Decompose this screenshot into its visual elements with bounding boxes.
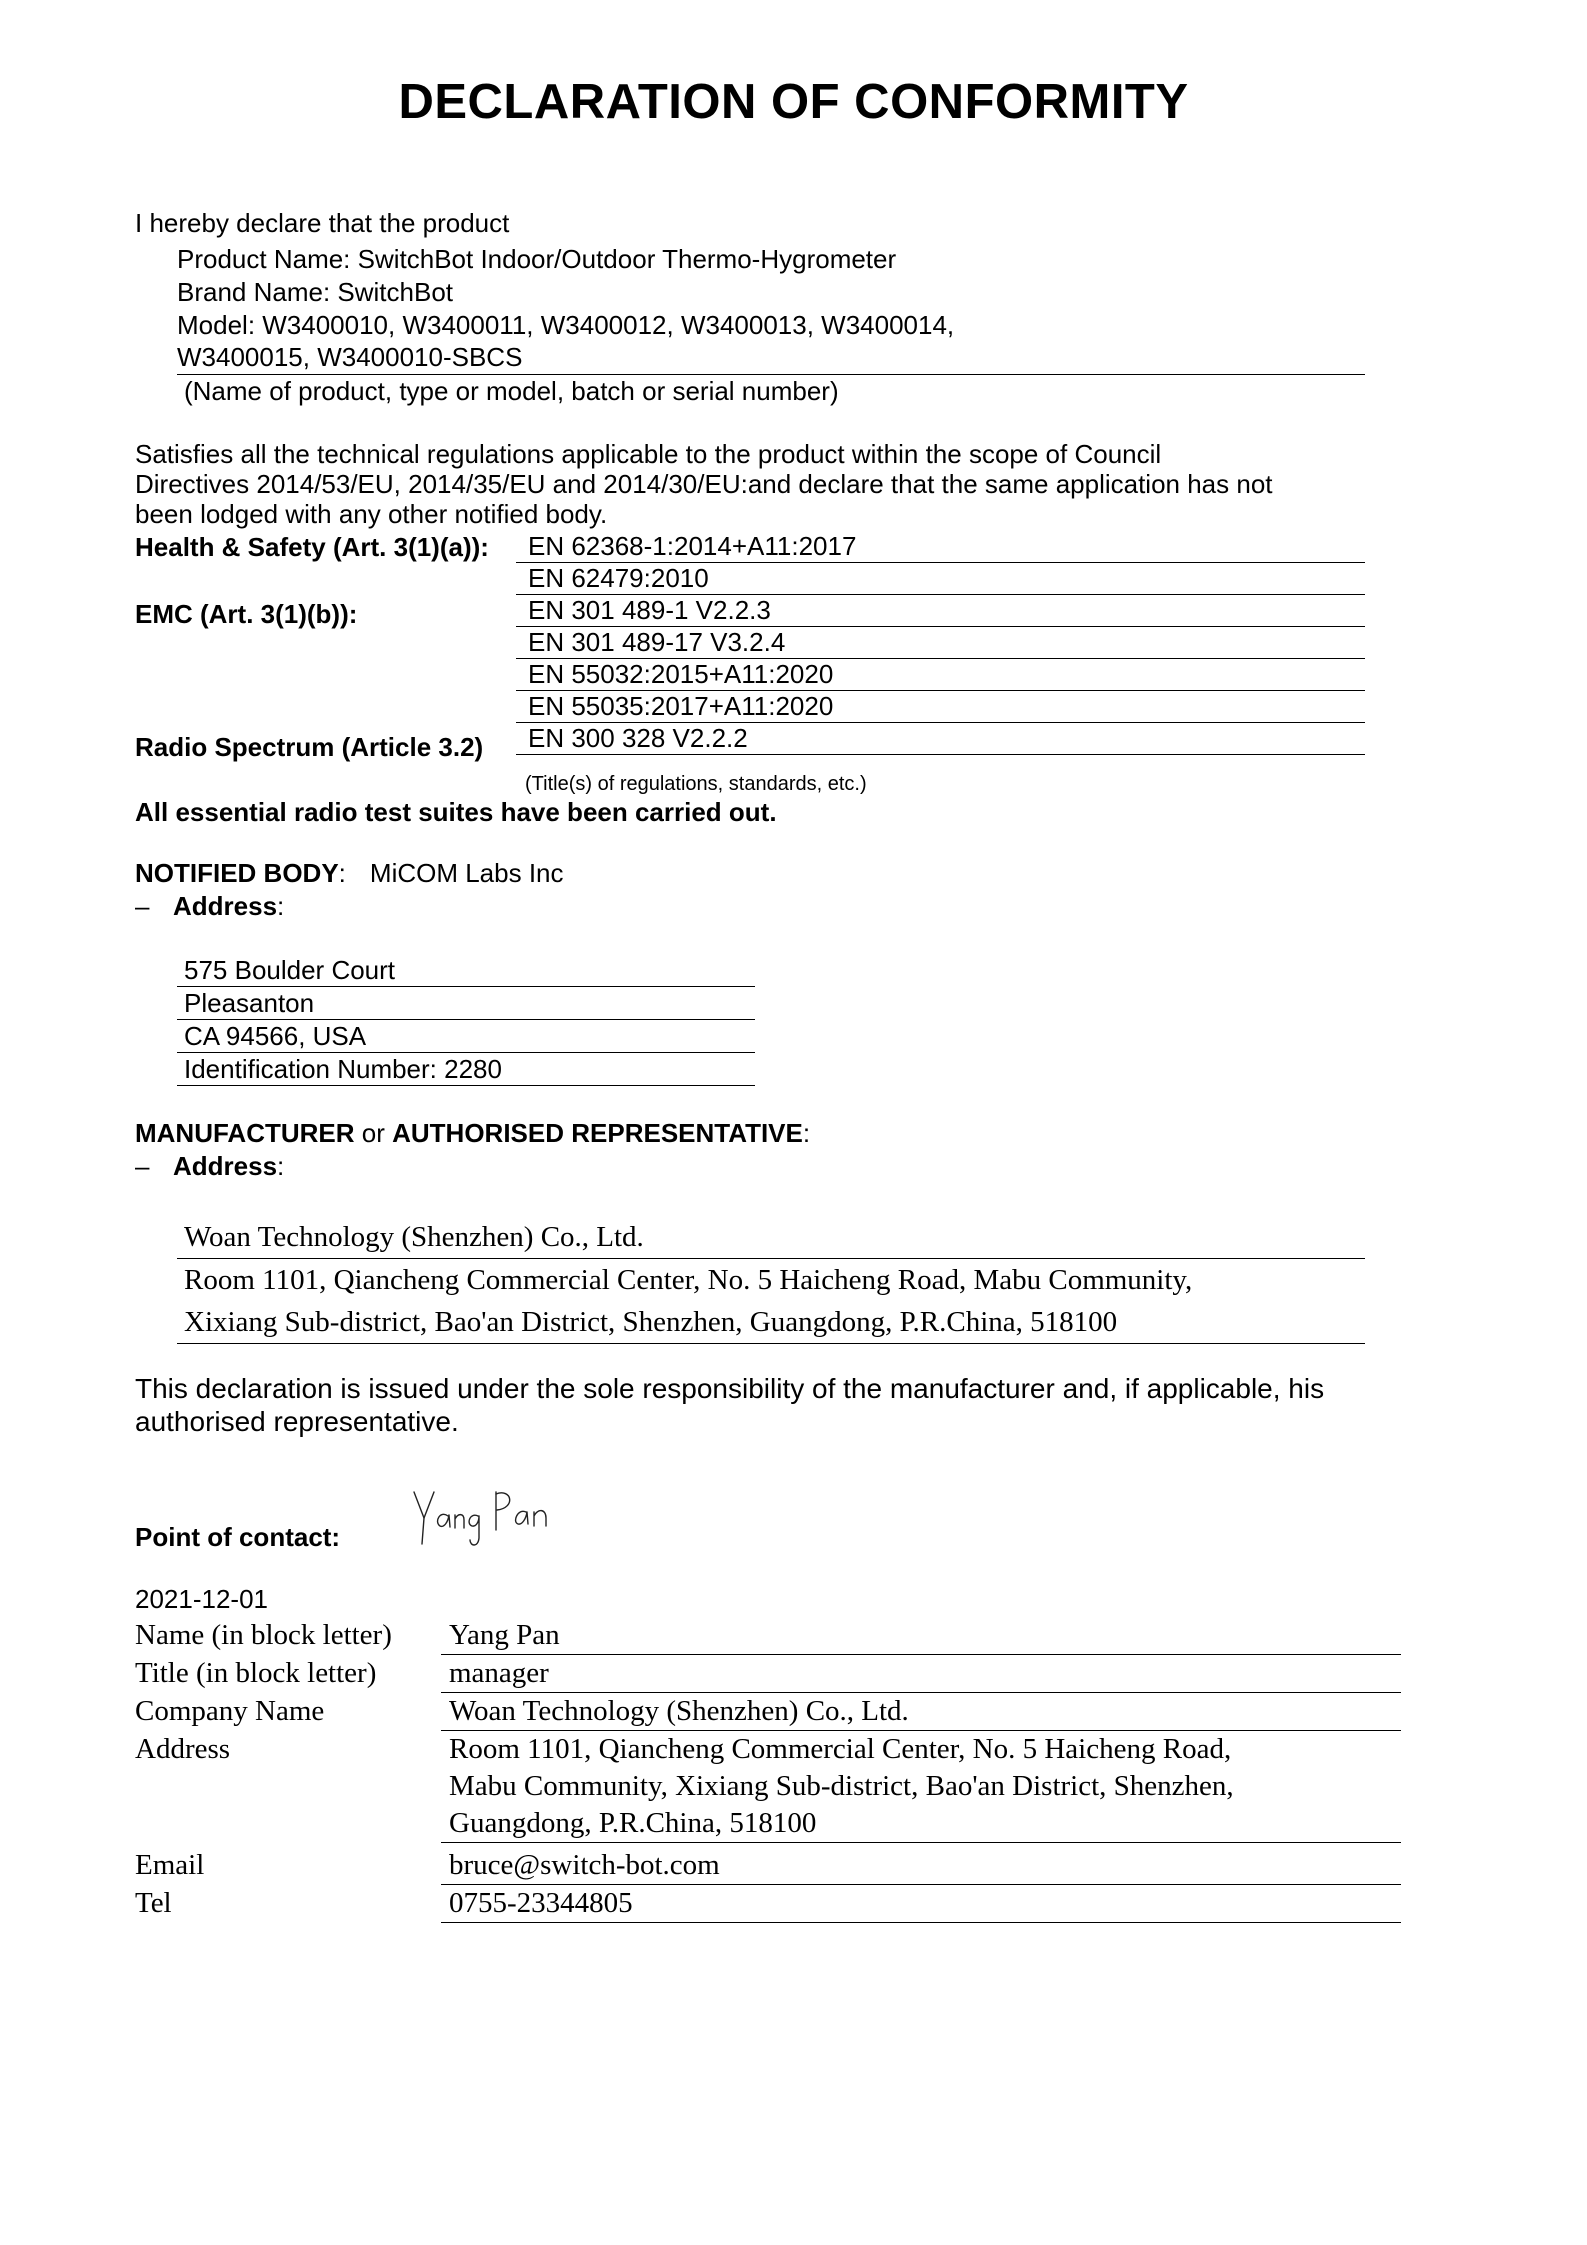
responsibility-line-1: This declaration is issued under the sole responsibility of the manufacturer and, if applicable, his <box>135 1373 1325 1404</box>
manufacturer-company: Woan Technology (Shenzhen) Co., Ltd. <box>177 1216 1365 1259</box>
address-line: Guangdong, P.R.China, 518100 <box>449 1807 817 1839</box>
title-label: Title (in block letter) <box>135 1657 377 1689</box>
model-line-1: Model: W3400010, W3400011, W3400012, W3400013, W3400014, <box>177 310 955 340</box>
standards-caption: (Title(s) of regulations, standards, etc.) <box>525 773 867 795</box>
intro-text: I hereby declare that the product <box>135 208 510 238</box>
brand-name: Brand Name: SwitchBot <box>177 277 454 307</box>
notified-body-name: MiCOM Labs Inc <box>369 858 564 888</box>
title-value: manager <box>441 1655 1401 1693</box>
notified-body-colon: : <box>338 858 346 888</box>
satisfies-line-3: been lodged with any other notified body. <box>135 499 608 529</box>
address-line: Room 1101, Qiancheng Commercial Center, No. 5 Haicheng Road, <box>449 1733 1232 1765</box>
manufacturer-address <box>177 1216 1365 1344</box>
address-label: Address <box>173 891 278 921</box>
radio-tests-statement: All essential radio test suites have been carried out. <box>135 797 777 827</box>
address-line: Mabu Community, Xixiang Sub-district, Bao'an District, Shenzhen, <box>449 1770 1234 1802</box>
product-name: Product Name: SwitchBot Indoor/Outdoor Thermo-Hygrometer <box>177 244 897 274</box>
document-title: DECLARATION OF CONFORMITY <box>398 75 1189 129</box>
product-caption: (Name of product, type or model, batch or serial number) <box>184 376 839 406</box>
standard-row: EN 55035:2017+A11:2020 <box>516 691 1365 723</box>
contact-company-row <box>135 1693 1405 1731</box>
address-colon: : <box>277 891 285 921</box>
manufacturer-or: or <box>354 1118 393 1148</box>
name-label: Name (in block letter) <box>135 1619 392 1651</box>
standard-row: EN 55032:2015+A11:2020 <box>516 659 1365 691</box>
manufacturer-address-line-1: Room 1101, Qiancheng Commercial Center, No. 5 Haicheng Road, Mabu Community, <box>184 1264 1193 1296</box>
representative-label: AUTHORISED REPRESENTATIVE <box>392 1118 803 1148</box>
tel-label: Tel <box>135 1887 172 1919</box>
contact-email-row <box>135 1847 1405 1885</box>
notified-address-heading <box>135 890 284 922</box>
responsibility-line-2: authorised representative. <box>135 1406 459 1437</box>
standard-row: EN 62479:2010 <box>516 563 1365 595</box>
point-of-contact-label: Point of contact: <box>135 1522 341 1552</box>
company-value: Woan Technology (Shenzhen) Co., Ltd. <box>441 1693 1401 1731</box>
standard-row: EN 300 328 V2.2.2 <box>516 723 1365 755</box>
address-line: CA 94566, USA <box>177 1020 755 1053</box>
name-value: Yang Pan <box>441 1617 1401 1655</box>
manufacturer-address-line-2: Xixiang Sub-district, Bao'an District, Shenzhen, Guangdong, P.R.China, 518100 <box>177 1301 1365 1344</box>
address-colon: : <box>277 1151 285 1181</box>
contact-name-row <box>135 1617 1405 1655</box>
email-value: bruce@switch-bot.com <box>441 1847 1401 1885</box>
manufacturer-label: MANUFACTURER <box>135 1118 355 1148</box>
standard-row: EN 301 489-1 V2.2.3 <box>516 595 1365 627</box>
manufacturer-colon: : <box>802 1118 811 1148</box>
signature-image <box>408 1482 568 1552</box>
email-label: Email <box>135 1849 205 1881</box>
company-label: Company Name <box>135 1695 325 1727</box>
notified-body-address <box>177 954 755 1086</box>
address-line: 575 Boulder Court <box>177 954 755 987</box>
satisfies-line-1: Satisfies all the technical regulations applicable to the product within the scope of Council <box>135 439 1162 469</box>
notified-body-line <box>135 857 564 889</box>
standard-row: EN 62368-1:2014+A11:2017 <box>516 531 1365 563</box>
satisfies-line-2: Directives 2014/53/EU, 2014/35/EU and 2014/30/EU:and declare that the same application has not <box>135 469 1273 499</box>
address-line: Pleasanton <box>177 987 755 1020</box>
address-line: Identification Number: 2280 <box>177 1053 755 1086</box>
contact-title-row <box>135 1655 1405 1693</box>
bullet-dash: – <box>135 1151 150 1181</box>
tel-value: 0755-23344805 <box>441 1885 1401 1923</box>
manufacturer-address-heading <box>135 1150 284 1182</box>
standards-list <box>516 531 1365 755</box>
health-safety-label: Health & Safety (Art. 3(1)(a)): <box>135 532 489 562</box>
standard-row: EN 301 489-17 V3.2.4 <box>516 627 1365 659</box>
contact-tel-row <box>135 1885 1405 1923</box>
notified-body-label: NOTIFIED BODY <box>135 858 339 888</box>
radio-spectrum-label: Radio Spectrum (Article 3.2) <box>135 732 484 762</box>
model-line-2: W3400015, W3400010-SBCS <box>177 342 1365 375</box>
contact-address-row <box>135 1731 1405 1843</box>
product-block <box>177 243 1365 408</box>
declaration-date: 2021-12-01 <box>135 1584 268 1614</box>
bullet-dash: – <box>135 891 150 921</box>
address-value <box>441 1731 1401 1843</box>
emc-label: EMC (Art. 3(1)(b)): <box>135 599 358 629</box>
address-label: Address <box>135 1733 231 1765</box>
address-label: Address <box>173 1151 278 1181</box>
manufacturer-heading <box>135 1117 810 1149</box>
